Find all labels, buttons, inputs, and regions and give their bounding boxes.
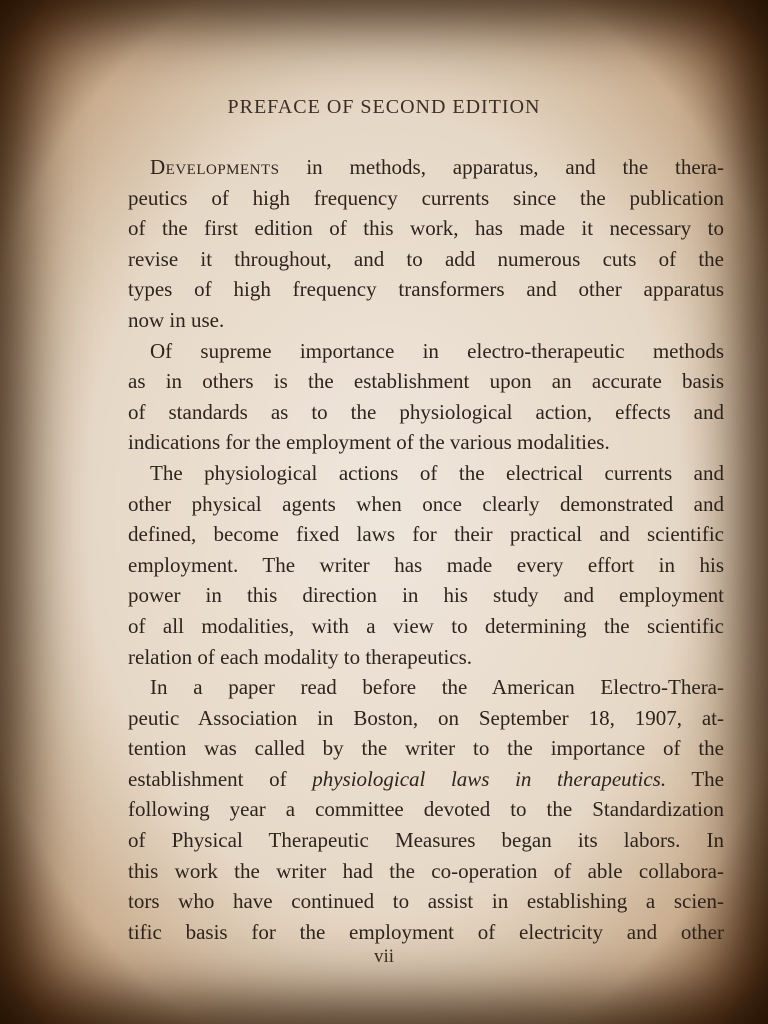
line-text: The — [666, 766, 724, 791]
paragraph-2 — [104, 336, 724, 458]
text-line: of Physical Therapeutic Measures began its labors. In — [128, 828, 724, 853]
text-line: this work the writer had the co-operation of able collabora- — [128, 858, 724, 883]
text-line: The physiological actions of the electrical currents and — [150, 460, 724, 485]
text-line: now in use. — [128, 307, 225, 332]
italic-phrase: physiological laws in therapeutics. — [312, 766, 667, 791]
text-line: tors who have continued to assist in establishing a scien- — [128, 889, 724, 914]
text-line: of all modalities, with a view to determining the scientific — [128, 613, 724, 638]
line-text: in methods, apparatus, and the thera- — [279, 155, 724, 179]
line-text: establishment of — [128, 766, 313, 791]
text-line: Of supreme importance in electro-therapeutic methods — [150, 338, 724, 363]
text-line: In a paper read before the American Electro-Thera- — [150, 675, 724, 700]
text-line: of the first edition of this work, has made it necessary to — [128, 216, 724, 241]
text-line — [104, 764, 724, 795]
text-line: revise it throughout, and to add numerous cuts of the — [128, 246, 724, 271]
text-line: of standards as to the physiological action, effects and — [128, 399, 724, 424]
text-line: as in others is the establishment upon an accurate basis — [128, 369, 724, 394]
text-line: peutic Association in Boston, on September 18, 1907, at- — [128, 705, 724, 730]
paragraph-1 — [104, 152, 724, 336]
paragraph-4 — [104, 672, 724, 947]
page-number: vii — [373, 946, 395, 967]
text-line: following year a committee devoted to the Standardization — [128, 797, 724, 822]
text-line: other physical agents when once clearly demonstrated and — [128, 491, 724, 516]
page-title: PREFACE OF SECOND EDITION — [227, 96, 541, 118]
text-line: types of high frequency transformers and other apparatus — [128, 277, 724, 302]
text-line: tific basis for the employment of electricity and other — [128, 919, 724, 944]
text-line: peutics of high frequency currents since the publication — [128, 185, 724, 210]
text-line: defined, become fixed laws for their practical and scientific — [128, 522, 724, 547]
text-line — [104, 152, 724, 183]
text-line: indications for the employment of the various modalities. — [128, 430, 610, 455]
text-line: employment. The writer has made every effort in his — [128, 552, 724, 577]
preface-body — [104, 152, 724, 947]
text-line: tention was called by the writer to the importance of the — [128, 736, 724, 761]
text-line: relation of each modality to therapeutics. — [128, 644, 473, 669]
lead-word: Developments — [150, 155, 280, 179]
paragraph-3 — [104, 458, 724, 672]
text-line: power in this direction in his study and employment — [128, 583, 724, 608]
